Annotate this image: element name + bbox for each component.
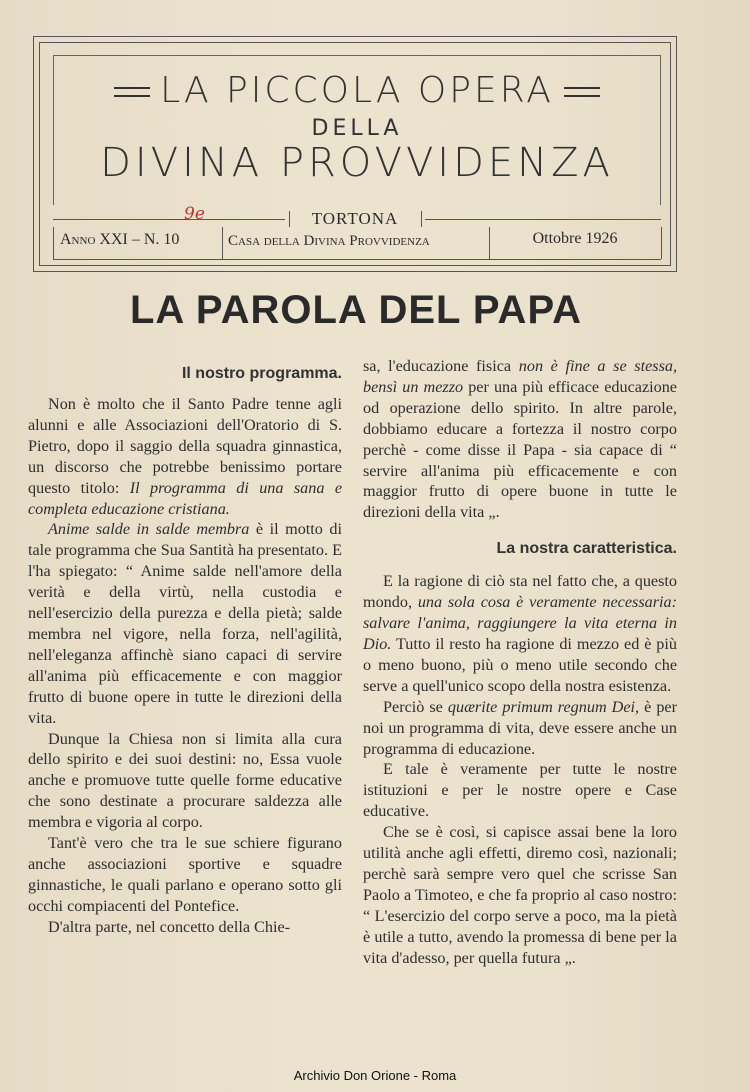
- right-column: [363, 356, 677, 968]
- paragraph-text: Non è molto che il Santo Padre tenne agli alunni e alle Associazioni dell'Oratorio di S. Pietro, dopo il saggio della squadra ginnastica, un discorso che potrebbe benissimo portare questo titolo:: [28, 395, 342, 497]
- info-rule-right: [425, 219, 661, 220]
- masthead-title-line2: DELLA: [311, 116, 403, 141]
- paragraph: [28, 394, 342, 519]
- masthead-title-line1: [53, 70, 661, 111]
- italic-phrase: quærite primum regnum Dei,: [447, 697, 640, 716]
- paragraph: D'altra parte, nel concetto della Chie-: [48, 917, 291, 936]
- masthead-city: TORTONA: [311, 209, 399, 228]
- paragraph-text: per una più efficace educazione od operazione dello spirito. In altre parole, dobbiamo educare a fortezza il nostro corpo perchè - come disse il Papa - sia capace di “ servire all'anima più efficacemente e con maggior frutto di opere buone in tutte le direzioni della vita „.: [363, 377, 677, 522]
- paragraph: [363, 697, 677, 760]
- masthead-issue: Anno XXI – N. 10: [60, 231, 180, 248]
- info-divider: [421, 211, 422, 227]
- handwritten-annotation: 9e: [184, 204, 205, 224]
- paragraph-text: sa, l'educazione fisica: [363, 357, 512, 375]
- paragraph: Dunque la Chiesa non si limita alla cura dello spirito e dei suoi destini: no, Essa vuole anche e promuove tutte quelle forme educative che sono destinate a procurare saldezza alle membra e vigoria al corpo.: [28, 729, 342, 832]
- info-divider: [53, 227, 54, 259]
- masthead-title-text: LA PICCOLA OPERA: [160, 70, 554, 111]
- paragraph: [363, 356, 677, 523]
- paragraph-text: è per noi un programma di vita, deve essere anche un programma di educazione.: [363, 697, 678, 758]
- title-ornament-right: [564, 87, 600, 97]
- masthead-title-line3: DIVINA PROVVIDENZA: [100, 140, 614, 186]
- paragraph: E tale è veramente per tutte le nostre istituzioni e per le nostre opere e Case educative.: [363, 760, 677, 821]
- masthead-date: Ottobre 1926: [532, 230, 618, 247]
- article-headline: LA PAROLA DEL PAPA: [129, 288, 583, 332]
- title-ornament-left: [114, 87, 150, 97]
- paragraph: Che se è così, si capisce assai bene la loro utilità anche agli effetti, diremo così, nazionali; perchè sarà sempre vero quel che scrisse San Paolo a Timoteo, e che fa proprio al caso nostro: “ L'esercizio del corpo serve a poco, ma la pietà è utile a tutto, avendo la promessa di bene per la vita d'adesso, per quella futura „.: [363, 823, 677, 967]
- info-divider: [489, 227, 490, 259]
- left-column: [28, 356, 342, 938]
- masthead-publisher: Casa della Divina Provvidenza: [228, 233, 430, 249]
- info-divider: [222, 227, 223, 259]
- paragraph: [363, 571, 677, 696]
- paragraph-text: Tutto il resto ha ragione di mezzo ed è più o meno buono, più o meno utile secondo che serve a quell'unico scopo della nostra esistenza.: [363, 634, 677, 695]
- paragraph: Tant'è vero che tra le sue schiere figurano anche associazioni sportive e squadre ginnastiche, le quali parlano e operano sotto gli occhi compiacenti del Pontefice.: [28, 834, 342, 915]
- italic-phrase: Anime salde in salde membra: [48, 520, 250, 539]
- info-divider: [661, 227, 662, 259]
- italic-phrase: una sola cosa è veramente necessaria: salvare l'anima, raggiungere la vita eterna in Dio.: [363, 593, 677, 653]
- paragraph-text: Perciò se: [383, 697, 443, 716]
- info-rule-left: [53, 219, 285, 220]
- info-rule-bottom: [53, 259, 661, 260]
- italic-phrase: Il programma di una sana e completa educazione cristiana.: [28, 478, 343, 518]
- italic-phrase: non è fine a se stessa, bensì un mezzo: [363, 357, 678, 396]
- section-heading: Il nostro programma.: [181, 365, 342, 382]
- archive-credit: Archivio Don Orione - Roma: [293, 1068, 457, 1083]
- paragraph: [28, 519, 342, 728]
- section-heading: La nostra caratteristica.: [496, 540, 677, 558]
- paragraph-text: è il motto di tale programma che Sua Santità ha presentato. E l'ha spiegato: “ Anime salde nell'amore della verità e della virtù, nella custodia e nell'esercizio della purezza e della pietà; salde membra nel vigore, nella forza, nell'agilità, nell'eleganza affinchè siano capaci di servire all'anima più efficacemente e con maggior frutto di buone opere in tutte le direzioni della vita.: [28, 520, 342, 727]
- paragraph-text: E la ragione di ciò sta nel fatto che, a questo mondo,: [363, 572, 677, 612]
